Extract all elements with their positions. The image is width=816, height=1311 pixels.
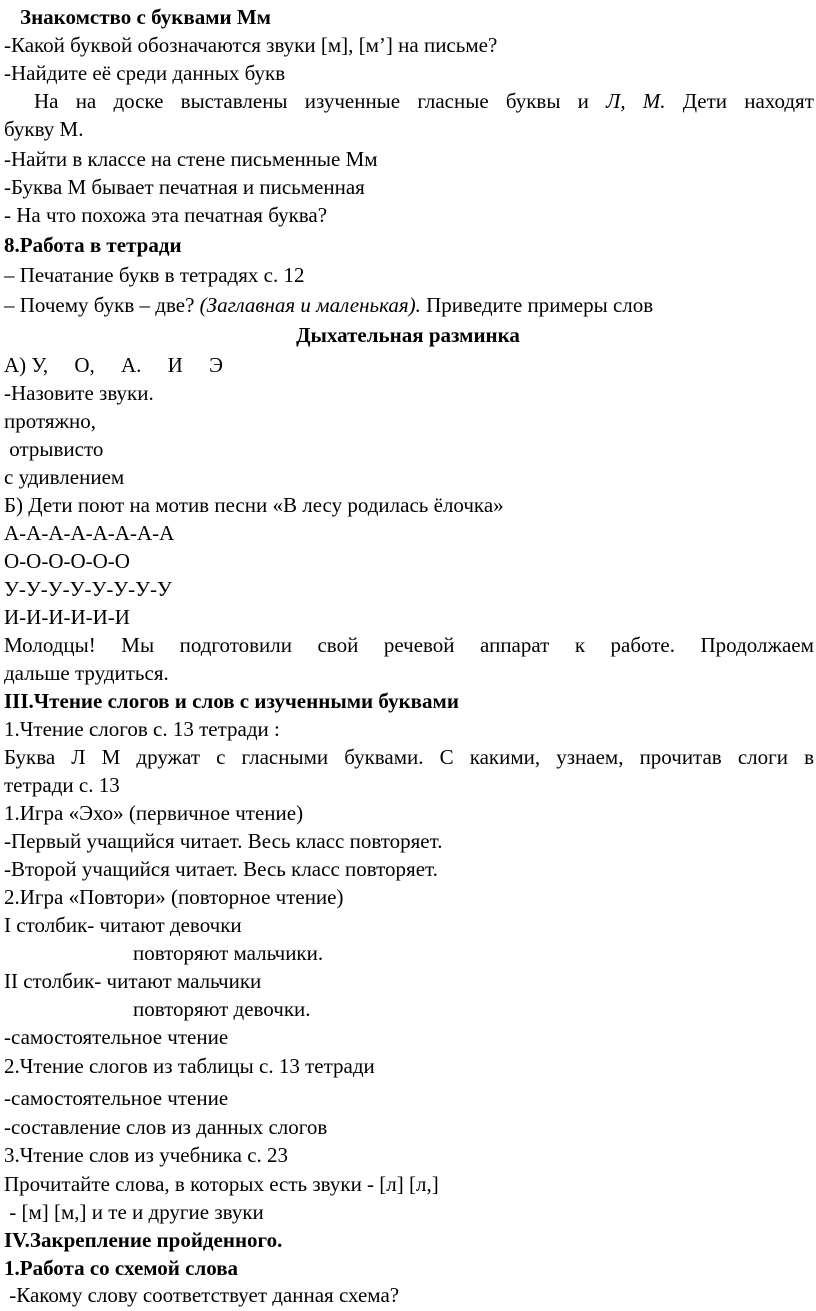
text-line: -самостоятельное чтение xyxy=(4,1086,229,1110)
word: с xyxy=(216,745,226,769)
word: Л, xyxy=(606,89,626,113)
text-line: -Первый учащийся читает. Весь класс повторяет. xyxy=(4,829,443,853)
question-line: -Какой буквой обозначаются звуки [м], [м’] на письме? xyxy=(4,33,498,57)
text-line: У-У-У-У-У-У-У-У xyxy=(4,577,172,601)
word: на xyxy=(75,89,97,113)
word: доске xyxy=(113,89,164,113)
word: речевой xyxy=(383,633,455,657)
word: М. xyxy=(642,89,666,113)
text-line: -самостоятельное чтение xyxy=(4,1025,229,1049)
text-line xyxy=(4,291,816,319)
text-line: О-О-О-О-О-О xyxy=(4,549,130,573)
text-line: -Найти в классе на стене письменные Мм xyxy=(4,147,378,171)
syllable-line xyxy=(4,743,814,771)
section-heading: 8.Работа в тетради xyxy=(4,233,182,257)
text-line: -составление слов из данных слогов xyxy=(4,1115,328,1139)
word: подготовили xyxy=(179,633,292,657)
text-line: с удивлением xyxy=(4,465,125,489)
text-line: 1.Чтение слогов с. 13 тетради : xyxy=(4,717,280,741)
word: слоги xyxy=(737,745,788,769)
word: узнаем, xyxy=(556,745,624,769)
word: гласными xyxy=(241,745,329,769)
praise-line xyxy=(4,631,814,659)
word: С xyxy=(439,745,454,769)
text-line: - [м] [м,] и те и другие звуки xyxy=(4,1200,264,1224)
word: буквы xyxy=(505,89,561,113)
text-line: – Печатание букв в тетрадях с. 12 xyxy=(4,263,305,287)
word: изученные xyxy=(304,89,401,113)
word: буквами. xyxy=(344,745,424,769)
word: Л xyxy=(71,745,86,769)
text-line: тетради с. 13 xyxy=(4,773,120,797)
word: находят xyxy=(744,89,814,113)
text-segment: – Почему букв – две? xyxy=(4,293,200,317)
text-line: 3.Чтение слов из учебника с. 23 xyxy=(4,1143,289,1167)
text-line: 2.Игра «Повтори» (повторное чтение) xyxy=(4,885,344,909)
section-heading: III.Чтение слогов и слов с изученными буквами xyxy=(4,689,459,713)
board-line xyxy=(34,87,814,115)
italic-segment: (Заглавная и маленькая). xyxy=(199,293,421,317)
word: выставлены xyxy=(180,89,288,113)
word: к xyxy=(574,633,586,657)
section-heading: IV.Закрепление пройденного. xyxy=(4,1228,283,1252)
text-line: I столбик- читают девочки xyxy=(4,913,242,937)
word: Молодцы! xyxy=(4,633,96,657)
text-line: повторяют мальчики. xyxy=(133,941,324,965)
instruction-line: -Найдите её среди данных букв xyxy=(4,61,286,85)
section-heading: 1.Работа со схемой слова xyxy=(4,1256,239,1280)
word: М xyxy=(101,745,121,769)
word: свой xyxy=(317,633,359,657)
text-line: протяжно, xyxy=(4,409,97,433)
word: Мы xyxy=(121,633,155,657)
text-line: Б) Дети поют на мотив песни «В лесу родилась ёлочка» xyxy=(4,493,504,517)
text-line: -Буква М бывает печатная и письменная xyxy=(4,175,365,199)
word: Буква xyxy=(4,745,56,769)
text-segment: Приведите примеры слов xyxy=(420,293,654,317)
text-line: -Второй учащийся читает. Весь класс повторяет. xyxy=(4,857,438,881)
word: Продолжаем xyxy=(700,633,814,657)
word: в xyxy=(804,745,814,769)
text-line: II столбик- читают мальчики xyxy=(4,969,262,993)
section-heading-breathing: Дыхательная разминка xyxy=(296,323,520,347)
text-line: И-И-И-И-И-И xyxy=(4,605,130,629)
text-line: повторяют девочки. xyxy=(133,997,311,1021)
word: Дети xyxy=(682,89,728,113)
word: какими, xyxy=(469,745,541,769)
word: гласные xyxy=(417,89,489,113)
heading-letter-m: Знакомство с буквами Мм xyxy=(20,5,271,29)
text-line: дальше трудиться. xyxy=(4,661,169,685)
text-line: отрывисто xyxy=(4,437,104,461)
text-line: букву М. xyxy=(4,117,84,141)
text-line: Прочитайте слова, в которых есть звуки - [л] [л,] xyxy=(4,1172,439,1196)
text-line: 1.Игра «Эхо» (первичное чтение) xyxy=(4,801,304,825)
text-line: - На что похожа эта печатная буква? xyxy=(4,203,328,227)
text-line: 2.Чтение слогов из таблицы с. 13 тетради xyxy=(4,1054,375,1078)
word: работе. xyxy=(610,633,676,657)
text-line: -Какому слову соответствует данная схема? xyxy=(4,1283,400,1307)
word: и xyxy=(577,89,589,113)
word: На xyxy=(34,89,59,113)
text-line: А) У, О, А. И Э xyxy=(4,353,223,377)
word: прочитав xyxy=(639,745,722,769)
word: аппарат xyxy=(480,633,550,657)
text-line: А-А-А-А-А-А-А-А xyxy=(4,521,175,545)
word: дружат xyxy=(136,745,201,769)
text-line: -Назовите звуки. xyxy=(4,381,154,405)
